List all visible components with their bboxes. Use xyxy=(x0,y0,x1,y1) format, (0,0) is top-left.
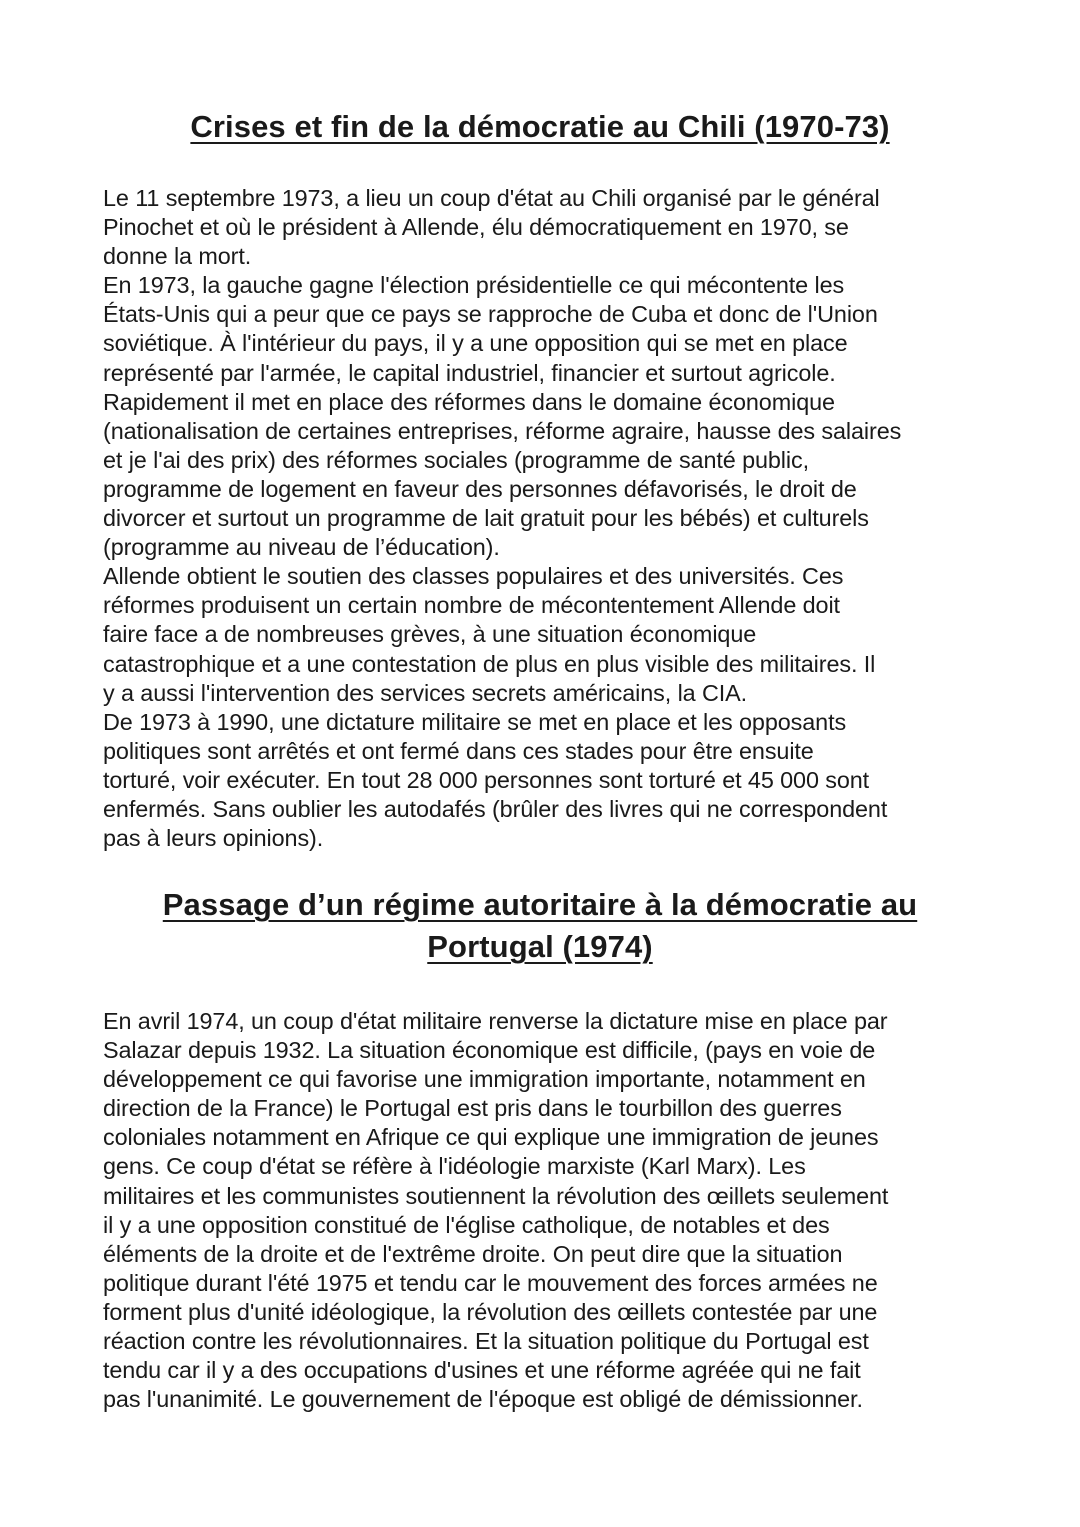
text-line: tendu car il y a des occupations d'usines et une réforme agréée qui ne fait xyxy=(103,1357,861,1384)
text-line: programme de logement en faveur des personnes défavorisés, le droit de xyxy=(103,475,857,502)
text-line: il y a une opposition constitué de l'église catholique, de notables et des xyxy=(103,1211,830,1238)
section-1-paragraph xyxy=(103,184,1003,853)
section-1-title-text: Crises et fin de la démocratie au Chili (1970-73) xyxy=(190,109,890,144)
text-line: enfermés. Sans oublier les autodafés (brûler des livres qui ne correspondent xyxy=(103,795,888,822)
text-line: catastrophique et a une contestation de plus en plus visible des militaires. Il xyxy=(103,650,876,677)
text-line: Salazar depuis 1932. La situation économique est difficile, (pays en voie de xyxy=(103,1037,876,1064)
text-line: faire face a de nombreuses grèves, à une situation économique xyxy=(103,621,757,648)
text-line: Le 11 septembre 1973, a lieu un coup d'état au Chili organisé par le général xyxy=(103,185,880,211)
text-line: donne la mort. xyxy=(103,243,252,270)
section-2-title-line: Passage d’un régime autoritaire à la démocratie au xyxy=(162,887,918,922)
text-line: et je l'ai des prix) des réformes sociales (programme de santé public, xyxy=(103,446,809,473)
text-line: coloniales notamment en Afrique ce qui explique une immigration de jeunes xyxy=(103,1124,879,1151)
text-line: réformes produisent un certain nombre de mécontentement Allende doit xyxy=(103,592,840,619)
text-line: forment plus d'unité idéologique, la révolution des œillets contestée par une xyxy=(103,1298,878,1325)
text-line: divorcer et surtout un programme de lait gratuit pour les bébés) et culturels xyxy=(103,505,869,532)
text-line: politiques sont arrêtés et ont fermé dans ces stades pour être ensuite xyxy=(103,737,814,764)
text-line: (programme au niveau de l’éducation). xyxy=(103,534,500,561)
text-line: représenté par l'armée, le capital industriel, financier et surtout agricole. xyxy=(103,359,836,386)
section-1-title xyxy=(60,106,1020,148)
text-line: (nationalisation de certaines entreprises, réforme agraire, hausse des salaires xyxy=(103,417,902,444)
text-line: pas à leurs opinions). xyxy=(103,825,324,852)
text-line: torturé, voir exécuter. En tout 28 000 personnes sont torturé et 45 000 sont xyxy=(103,766,870,793)
text-line: y a aussi l'intervention des services secrets américains, la CIA. xyxy=(103,679,748,706)
text-line: soviétique. À l'intérieur du pays, il y a une opposition qui se met en place xyxy=(103,330,848,357)
text-line: éléments de la droite et de l'extrême droite. On peut dire que la situation xyxy=(103,1240,843,1267)
section-2-paragraph xyxy=(103,1007,1003,1414)
text-line: En 1973, la gauche gagne l'élection présidentielle ce qui mécontente les xyxy=(103,272,845,299)
text-line: En avril 1974, un coup d'état militaire renverse la dictature mise en place par xyxy=(103,1008,888,1034)
text-line: politique durant l'été 1975 et tendu car le mouvement des forces armées ne xyxy=(103,1269,878,1296)
text-line: gens. Ce coup d'état se réfère à l'idéologie marxiste (Karl Marx). Les xyxy=(103,1153,806,1180)
text-line: direction de la France) le Portugal est pris dans le tourbillon des guerres xyxy=(103,1095,842,1122)
text-line: Allende obtient le soutien des classes populaires et des universités. Ces xyxy=(103,563,844,590)
text-line: Rapidement il met en place des réformes dans le domaine économique xyxy=(103,388,835,415)
text-line: États-Unis qui a peur que ce pays se rapproche de Cuba et donc de l'Union xyxy=(103,301,878,328)
text-line: militaires et les communistes soutiennent la révolution des œillets seulement xyxy=(103,1182,889,1209)
text-line: développement ce qui favorise une immigration importante, notamment en xyxy=(103,1066,866,1093)
section-2-title-line: Portugal (1974) xyxy=(427,929,653,964)
text-line: Pinochet et où le président à Allende, élu démocratiquement en 1970, se xyxy=(103,214,849,241)
text-line: réaction contre les révolutionnaires. Et la situation politique du Portugal est xyxy=(103,1328,869,1355)
section-2-title xyxy=(110,884,970,968)
text-line: De 1973 à 1990, une dictature militaire se met en place et les opposants xyxy=(103,708,847,735)
text-line: pas l'unanimité. Le gouvernement de l'époque est obligé de démissionner. xyxy=(103,1386,863,1413)
